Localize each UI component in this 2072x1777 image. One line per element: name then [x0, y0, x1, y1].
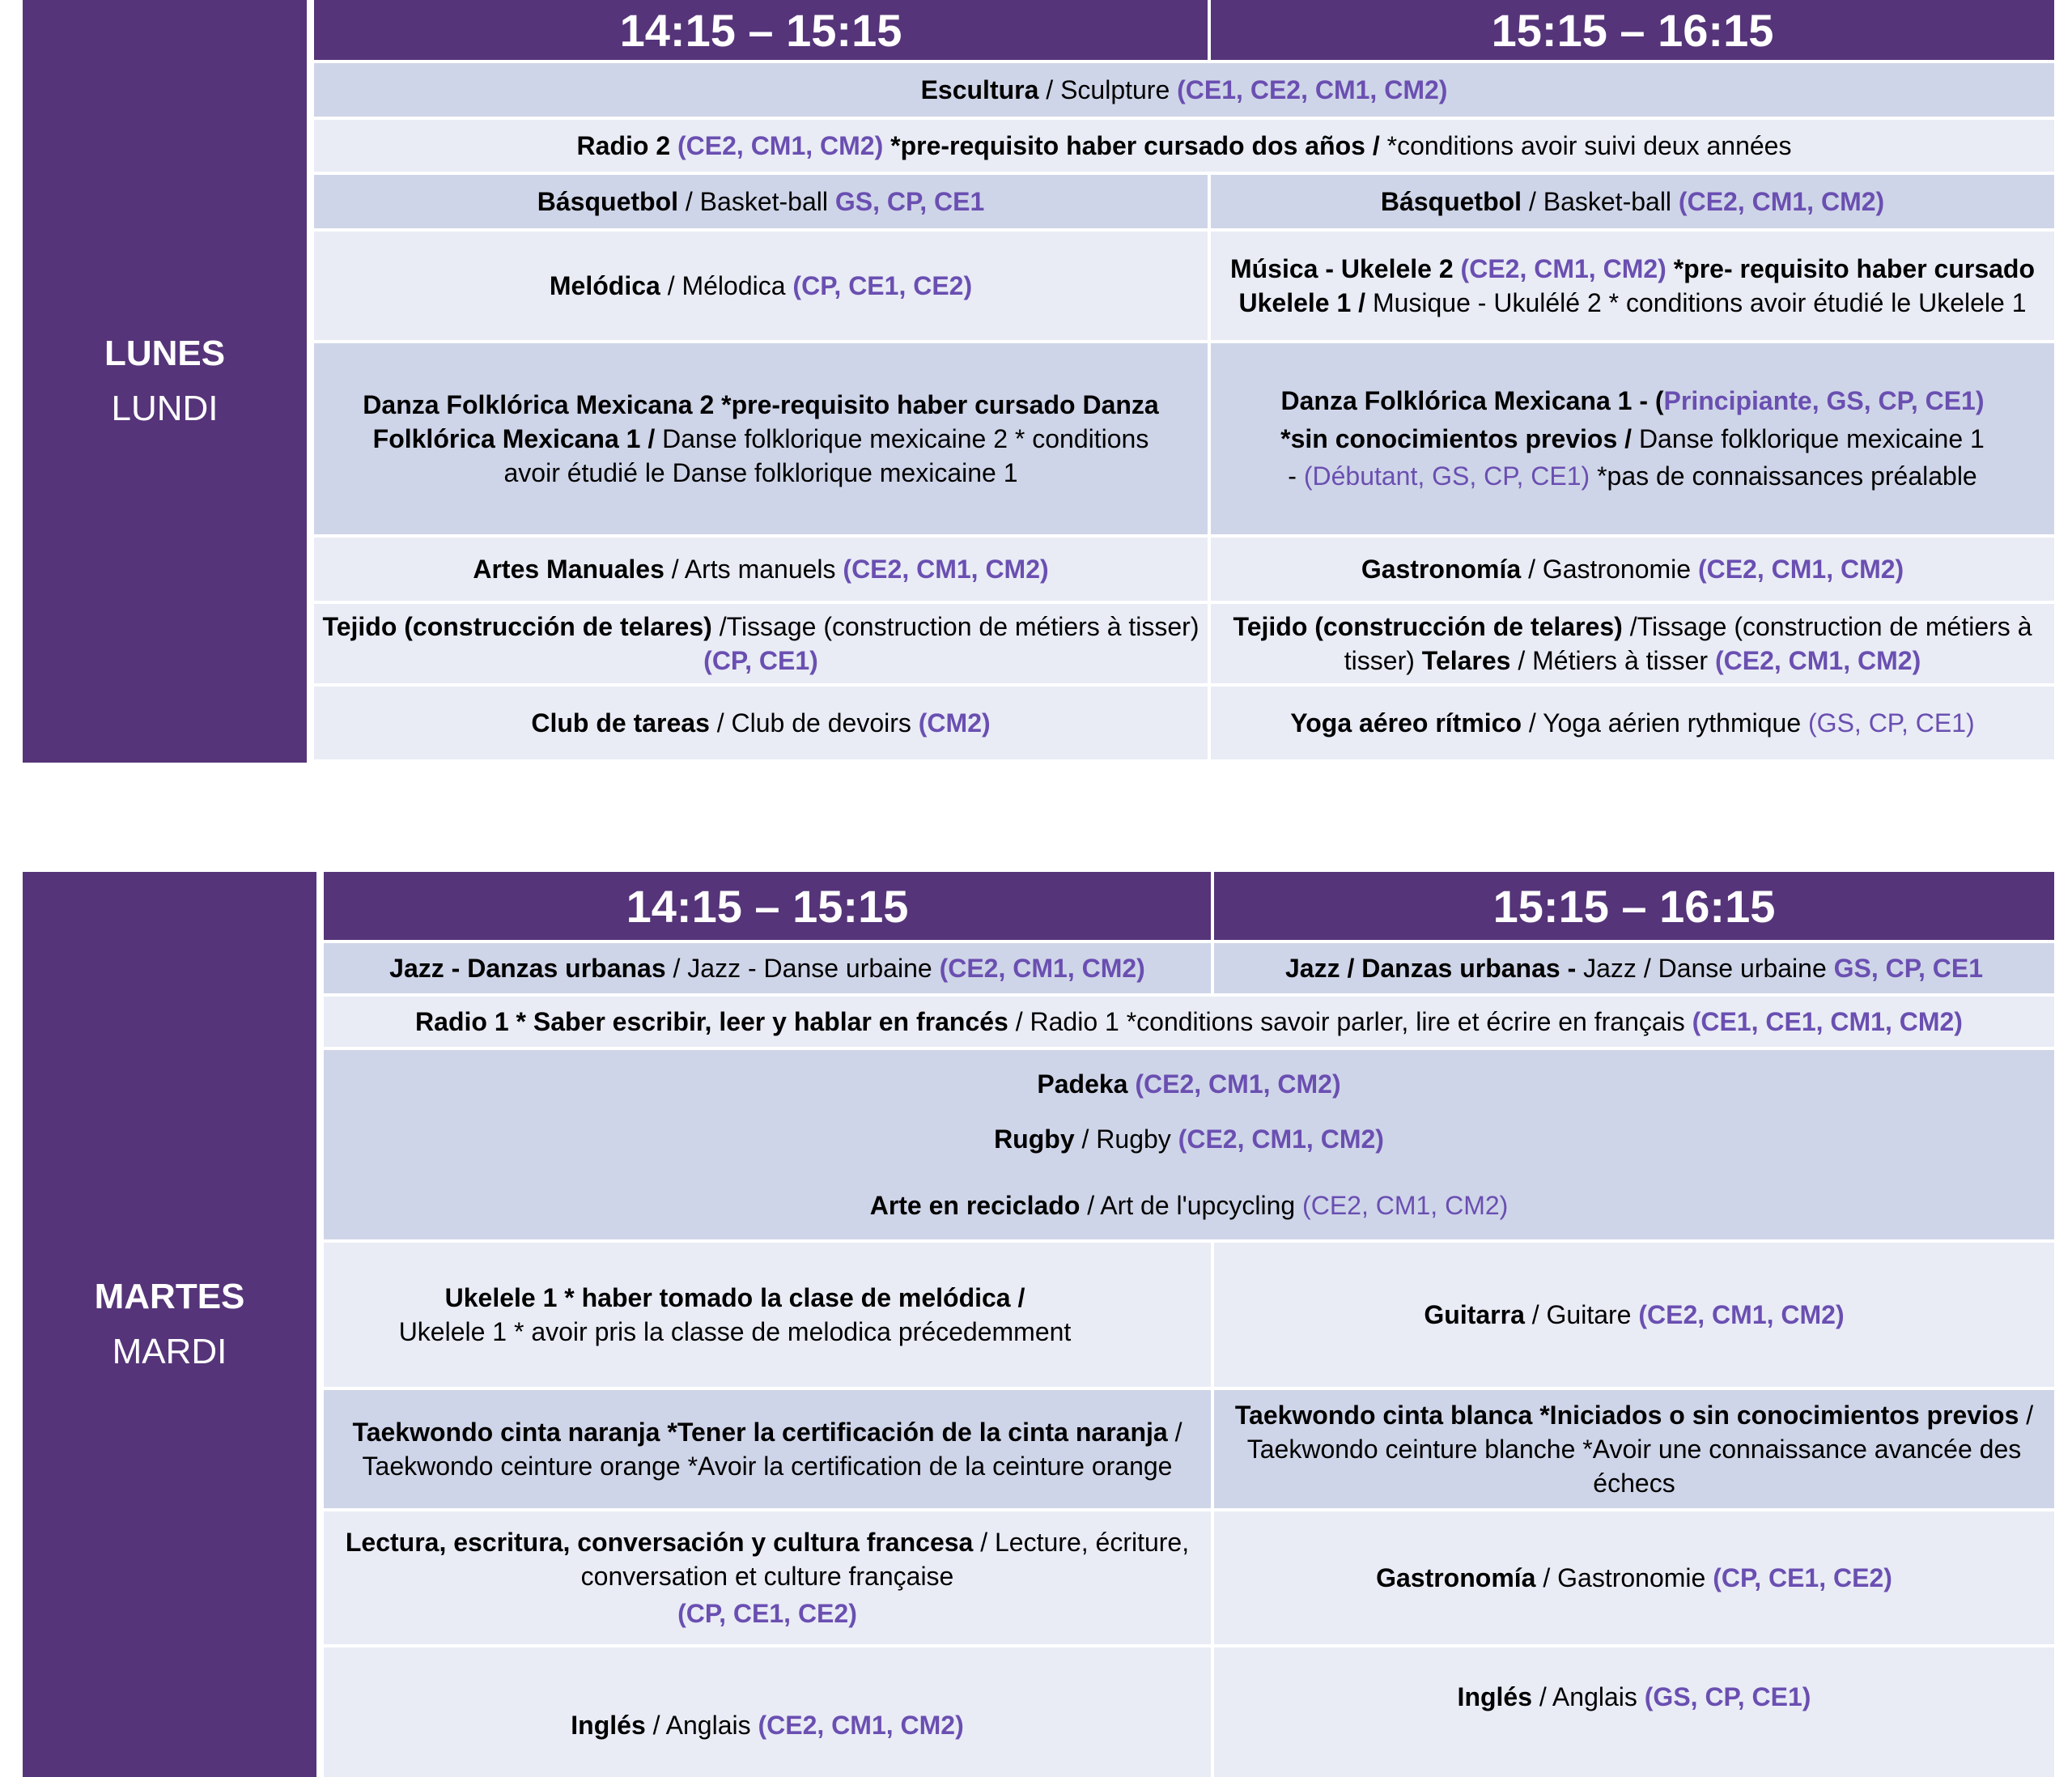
- time-slot-header: 15:15 – 16:15: [1214, 872, 2054, 940]
- activity-cell-gastronomia: Gastronomía / Gastronomie (CE2, CM1, CM2): [1211, 538, 2054, 601]
- activity-cell-escultura: Escultura / Sculpture (CE1, CE2, CM1, CM2): [314, 63, 2054, 117]
- time-slot-header: 14:15 – 15:15: [314, 0, 1208, 60]
- activity-cell-basquetbol: Básquetbol / Basket-ball (CE2, CM1, CM2): [1211, 175, 2054, 228]
- activity-cell-ukelele-1: Ukelele 1 * haber tomado la clase de melódica / Ukelele 1 * avoir pris la classe de melodica précedemment: [324, 1243, 1211, 1387]
- activity-cell-lectura: Lectura, escritura, conversación y cultura francesa / Lecture, écriture, conversation et culture française (CP, CE1, CE2): [324, 1511, 1211, 1644]
- activity-cell-yoga: Yoga aéreo rítmico / Yoga aérien rythmique (GS, CP, CE1): [1211, 687, 2054, 759]
- day-name-fr: MARDI: [112, 1332, 227, 1371]
- activity-cell-gastronomia: Gastronomía / Gastronomie (CP, CE1, CE2): [1214, 1511, 2054, 1644]
- activity-cell-tejido: Tejido (construcción de telares) /Tissage (construction de métiers à tisser) (CP, CE1): [314, 604, 1208, 683]
- activity-cell-radio-2: Radio 2 (CE2, CM1, CM2) *pre-requisito haber cursado dos años / *conditions avoir suivi deux années: [314, 120, 2054, 172]
- activity-cell-ukelele-2: Música - Ukelele 2 (CE2, CM1, CM2) *pre- requisito haber cursado Ukelele 1 / Musique - Ukulélé 2 * conditions avoir étudié le Ukelele 1: [1211, 232, 2054, 340]
- activity-cell-guitarra: Guitarra / Guitare (CE2, CM1, CM2): [1214, 1243, 2054, 1387]
- activity-cell-jazz: Jazz / Danzas urbanas - Jazz / Danse urbaine GS, CP, CE1: [1214, 943, 2054, 993]
- activity-cell-padeka-rugby-arte: Padeka (CE2, CM1, CM2) Rugby / Rugby (CE2, CM1, CM2) Arte en reciclado / Art de l'upcycling (CE2, CM1, CM2): [324, 1050, 2054, 1239]
- activity-cell-tejido-telares: Tejido (construcción de telares) /Tissage (construction de métiers à tisser) Telares / Métiers à tisser (CE2, CM1, CM2): [1211, 604, 2054, 683]
- time-slot-header: 15:15 – 16:15: [1211, 0, 2054, 60]
- activity-cell-ingles: Inglés / Anglais (CE2, CM1, CM2): [324, 1647, 1211, 1777]
- time-slot-header: 14:15 – 15:15: [324, 872, 1211, 940]
- day-label-monday: [23, 0, 307, 763]
- activity-cell-danza-folklorica-2: Danza Folklórica Mexicana 2 *pre-requisito haber cursado Danza Folklórica Mexicana 1 / Danse folklorique mexicaine 2 * conditions avoir étudié le Danse folklorique mexicaine 1: [314, 343, 1208, 534]
- activity-cell-basquetbol: Básquetbol / Basket-ball GS, CP, CE1: [314, 175, 1208, 228]
- activity-cell-taekwondo-blanca: Taekwondo cinta blanca *Iniciados o sin conocimientos previos / Taekwondo ceinture blanche *Avoir une connaissance avancée des échecs: [1214, 1390, 2054, 1508]
- monday-schedule-table: [314, 0, 2054, 763]
- day-name-es: LUNES: [104, 333, 226, 373]
- activity-cell-radio-1: Radio 1 * Saber escribir, leer y hablar en francés / Radio 1 *conditions savoir parler, lire et écrire en français (CE1, CE1, CM1, CM2): [324, 997, 2054, 1047]
- day-label-tuesday: [23, 872, 316, 1777]
- activity-cell-ingles: Inglés / Anglais (GS, CP, CE1): [1214, 1647, 2054, 1777]
- activity-cell-melodica: Melódica / Mélodica (CP, CE1, CE2): [314, 232, 1208, 340]
- activity-cell-danza-folklorica-1: Danza Folklórica Mexicana 1 - (Principiante, GS, CP, CE1) *sin conocimientos previos / Danse folklorique mexicaine 1 - (Débutant, GS, CP, CE1) *pas de connaissances préalable: [1211, 343, 2054, 534]
- day-name-fr: LUNDI: [111, 389, 219, 428]
- activity-cell-artes-manuales: Artes Manuales / Arts manuels (CE2, CM1, CM2): [314, 538, 1208, 601]
- activity-cell-jazz: Jazz - Danzas urbanas / Jazz - Danse urbaine (CE2, CM1, CM2): [324, 943, 1211, 993]
- activity-cell-taekwondo-naranja: Taekwondo cinta naranja *Tener la certificación de la cinta naranja / Taekwondo ceinture orange *Avoir la certification de la ceinture orange: [324, 1390, 1211, 1508]
- day-name-es: MARTES: [94, 1276, 245, 1316]
- tuesday-schedule-table: [324, 872, 2054, 1777]
- activity-cell-club-de-tareas: Club de tareas / Club de devoirs (CM2): [314, 687, 1208, 759]
